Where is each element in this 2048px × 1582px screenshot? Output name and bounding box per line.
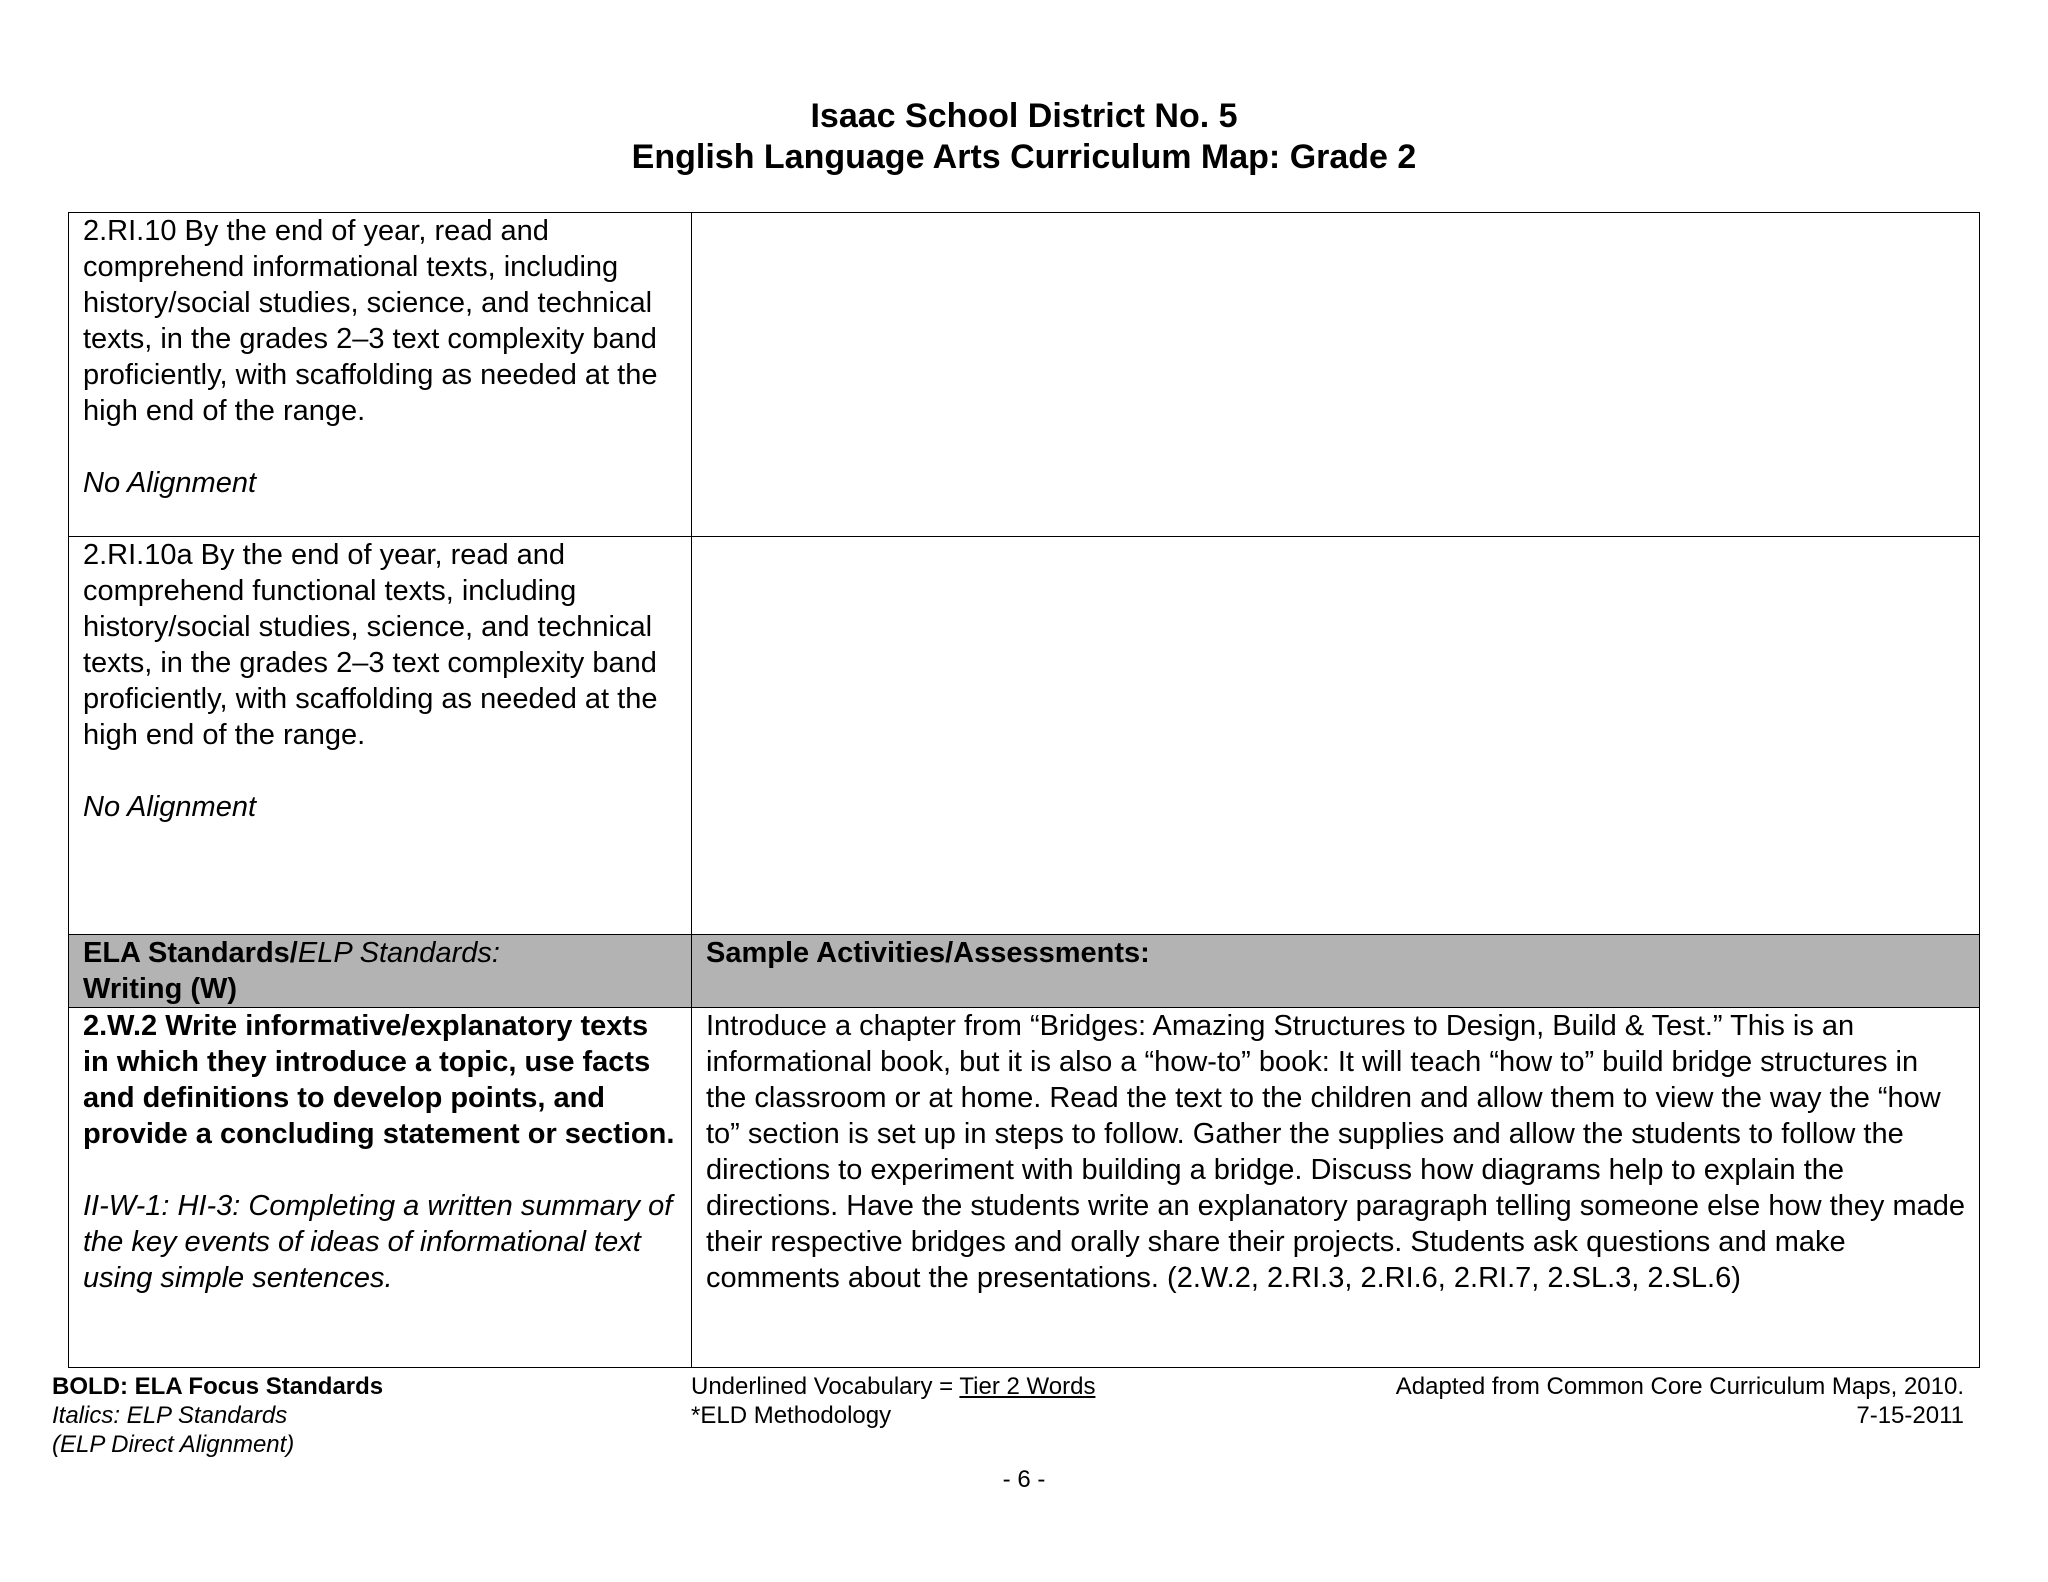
underlined-vocabulary-note: Underlined Vocabulary = Tier 2 Words [691, 1373, 1096, 1400]
footer-source [1396, 1372, 1964, 1430]
standard-text: 2.RI.10a By the end of year, read and comprehend functional texts, including history/social studies, science, and technical texts, in the grades 2–3 text complexity band proficiently, with scaffolding as needed at the high end of the range. [83, 539, 658, 751]
table-row [69, 537, 1980, 935]
elp-standard-text: II-W-1: HI-3: Completing a written summary of the key events of ideas of informational text using simple sentences. [83, 1190, 673, 1294]
curriculum-map-title: English Language Arts Curriculum Map: Grade 2 [631, 138, 1417, 176]
elp-standards-label: ELP Standards: [297, 937, 500, 969]
curriculum-table [68, 212, 1980, 1368]
footer-vocabulary [691, 1372, 1095, 1430]
tier-2-words: Tier 2 Words [959, 1373, 1096, 1400]
standard-cell [69, 537, 692, 935]
district-title: Isaac School District No. 5 [810, 97, 1238, 135]
activities-header-cell [692, 935, 1980, 1008]
direct-alignment-legend: (ELP Direct Alignment) [52, 1431, 295, 1458]
activities-label: Sample Activities/Assessments: [706, 937, 1150, 969]
standard-cell [69, 1008, 692, 1368]
activity-cell [692, 213, 1980, 537]
bold-legend: BOLD: ELA Focus Standards [52, 1373, 384, 1400]
alignment-note: No Alignment [83, 467, 257, 499]
italics-legend: Italics: ELP Standards [52, 1402, 288, 1429]
eld-methodology-note: *ELD Methodology [691, 1402, 892, 1429]
activity-text: Introduce a chapter from “Bridges: Amazing Structures to Design, Build & Test.” This is an informational book, but it is also a “how-to” book: It will teach “how to” build bridge structures in the classroom or at home. Read the text to the children and allow them to view the way the “how to” section is set up in steps to follow. Gather the supplies and allow the students to follow the directions to experiment with building a bridge. Discuss how diagrams help to explain the directions. Have the students write an explanatory paragraph telling someone else how they made their respective bridges and orally share their projects. Students ask questions and make comments about the presentations. (2.W.2, 2.RI.3, 2.RI.6, 2.RI.7, 2.SL.3, 2.SL.6) [706, 1010, 1966, 1294]
standard-cell [69, 213, 692, 537]
activity-cell [692, 537, 1980, 935]
footer-legend [52, 1372, 383, 1459]
focus-standard-text: 2.W.2 Write informative/explanatory texts in which they introduce a topic, use facts and definitions to develop points, and provide a concluding statement or section. [83, 1010, 675, 1150]
adapted-from-note: Adapted from Common Core Curriculum Maps, 2010. [1395, 1373, 1964, 1400]
table-row [69, 1008, 1980, 1368]
page-number: - 6 - [1002, 1466, 1046, 1493]
standard-text: 2.RI.10 By the end of year, read and comprehend informational texts, including history/social studies, science, and technical texts, in the grades 2–3 text complexity band proficiently, with scaffolding as needed at the high end of the range. [83, 215, 658, 427]
ela-standards-label: ELA Standards/ [83, 937, 298, 969]
standards-header-cell [69, 935, 692, 1008]
table-row [69, 213, 1980, 537]
revision-date: 7-15-2011 [1856, 1402, 1964, 1429]
section-header-row [69, 935, 1980, 1008]
writing-domain-label: Writing (W) [83, 973, 238, 1005]
alignment-note: No Alignment [83, 791, 257, 823]
activity-cell [692, 1008, 1980, 1368]
